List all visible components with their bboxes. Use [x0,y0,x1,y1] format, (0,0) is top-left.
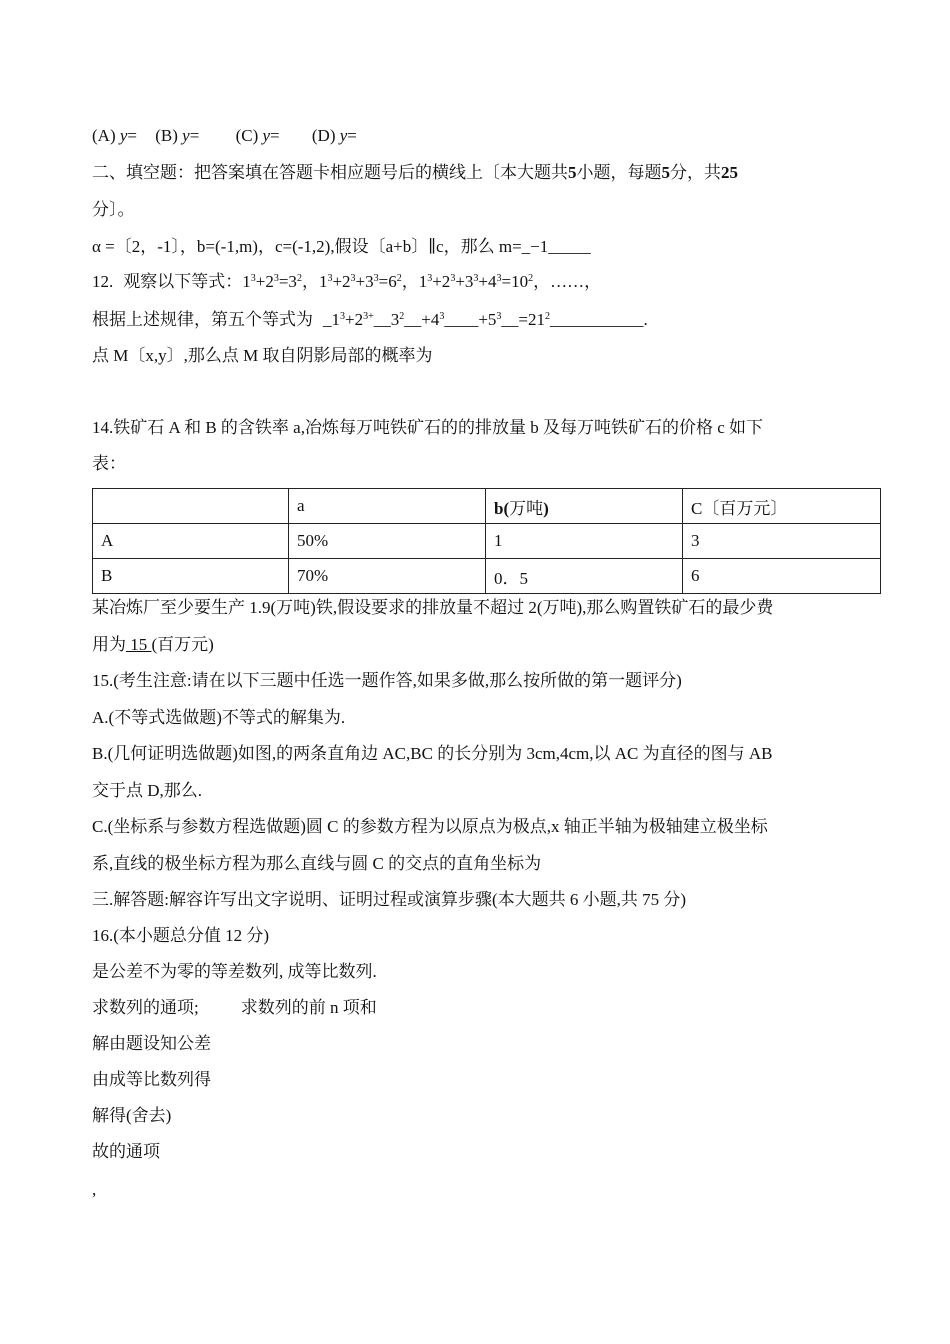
question-16-statement: 是公差不为零的等差数列, 成等比数列. [92,962,377,981]
question-14-body: 某冶炼厂至少要生产 1.9(万吨)铁,假设要求的排放量不超过 2(万吨),那么购置铁矿石的最少费 [92,598,774,617]
question-12-answer-line: 根据上述规律，第五个等式为 $\_1^3+2^{3+}\_\_3^2\_\_+4^3\_\_\_\_+5^3\_\_=21^2\_\_\_\_\_\_\_\_\_\_\_$. [92,310,648,329]
question-14-answer-line: 用为 15 (百万元) [92,635,214,654]
solution-line: 由成等比数列得 [92,1070,211,1089]
question-12-answer: $\_1^3+2^{3+}\_\_3^2\_\_+4^3\_\_\_\_+5^3\_\_=21^2\_\_\_\_\_\_\_\_\_\_\_$. [323,310,648,329]
question-15a: A.(不等式选做题)不等式的解集为. [92,708,346,727]
table-cell: 3 [683,524,881,559]
question-14-cont: 表： [92,454,126,473]
table-row [93,524,881,559]
equation-1: $1^3+2^3=3^2$ [242,272,302,291]
question-15c-cont: 系,直线的极坐标方程为那么直线与圆 C 的交点的直角坐标为 [92,854,542,873]
question-15-heading: 15.(考生注意:请在以下三题中任选一题作答,如果多做,那么按所做的第一题评分) [92,671,682,690]
question-16-parts: 求数列的通项; 求数列的前 n 项和 [92,998,377,1017]
option-d: (D) y= [311,126,357,145]
table-row [93,559,881,594]
table-cell: B [93,559,289,594]
equation-3: $1^3+2^3+3^3+4^3=10^2$ [418,272,534,291]
table-cell: b(万吨) [486,489,683,524]
question-11: α =〔2，-1〕，b=(-1,m)，c=(-1,2),假设〔a+b〕∥c，那么 m=_−1_____ [92,237,591,256]
question-15b-cont: 交于点 D,那么. [92,781,203,800]
question-15b: B.(几何证明选做题)如图,的两条直角边 AC,BC 的长分别为 3cm,4cm,以 AC 为直径的图与 AB [92,744,773,763]
choice-options [92,124,357,148]
solution-line: , [92,1180,97,1199]
question-14: 14.铁矿石 A 和 B 的含铁率 a,冶炼每万吨铁矿石的的排放量 b 及每万吨铁矿石的价格 c 如下 [92,418,764,437]
ore-table [92,488,881,594]
option-b: (B) y= [155,126,200,145]
option-c: (C) y= [235,126,280,145]
table-cell [93,489,289,524]
table-cell: a [289,489,486,524]
solution-line: 解由题设知公差 [92,1034,211,1053]
solution-line: 解得(舍去) [92,1106,172,1125]
question-13: 点 M〔x,y〕,那么点 M 取自阴影局部的概率为 [92,346,433,365]
question-16-heading: 16.(本小题总分值 12 分) [92,926,270,945]
section3-heading: 三.解答题:解容许写出文字说明、证明过程或演算步骤(本大题共 6 小题,共 75 分) [92,890,687,909]
question-14-answer: 15 [126,635,152,654]
table-cell: C〔百万元〕 [683,489,881,524]
table-cell: 70% [289,559,486,594]
question-15c: C.(坐标系与参数方程选做题)圆 C 的参数方程为以原点为极点,x 轴正半轴为极轴建立极坐标 [92,817,768,836]
table-cell: 0．5 [486,559,683,594]
table-cell: 6 [683,559,881,594]
table-cell: 50% [289,524,486,559]
section2-heading-cont: 分〕。 [92,200,135,219]
table-cell: 1 [486,524,683,559]
table-cell: A [93,524,289,559]
solution-line: 故的通项 [92,1142,160,1161]
question-12: 12. 观察以下等式：$1^3+2^3=3^2$，$1^3+2^3+3^3=6^2$，$1^3+2^3+3^3+4^3=10^2$，……， [92,272,602,291]
section2-heading: 二、填空题：把答案填在答题卡相应题号后的横线上〔本大题共5小题，每题5分，共25 [92,163,738,182]
table-header-row [93,489,881,524]
option-a: (A) y= [92,126,137,145]
equation-2: $1^3+2^3+3^3=6^2$ [318,272,402,291]
